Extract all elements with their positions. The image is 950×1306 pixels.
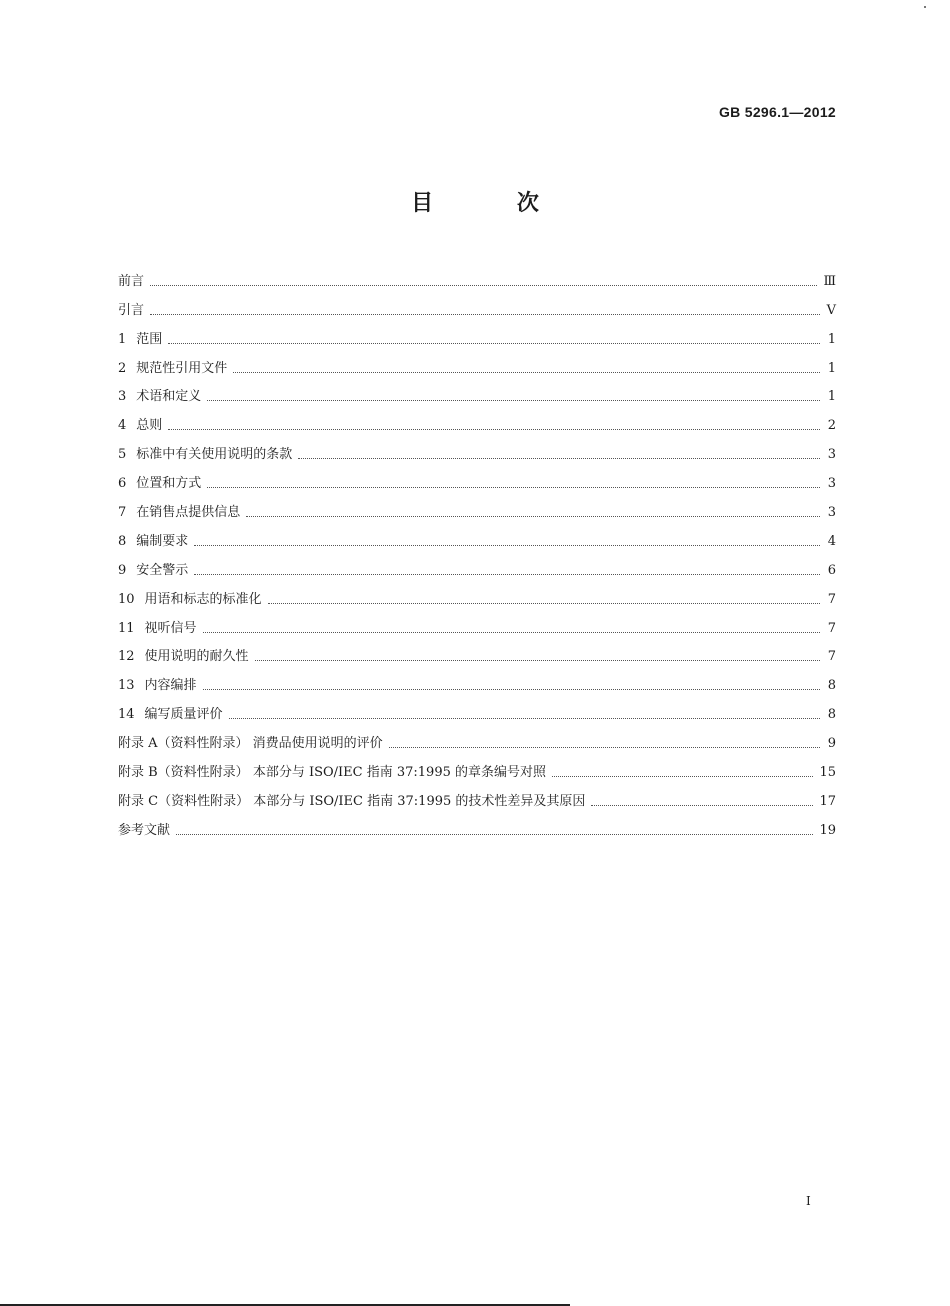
toc-entry-title: 附录 A（资料性附录） 消费品使用说明的评价 [118, 736, 383, 752]
toc-entry-page: 7 [827, 591, 836, 607]
toc-entry-page: 3 [827, 476, 836, 492]
toc-entry-number: 5 [118, 447, 127, 463]
toc-entry-number: 4 [118, 418, 127, 434]
toc-entry-number: 13 [118, 678, 135, 694]
toc-entry[interactable] [118, 492, 836, 521]
toc-entry-page: Ⅲ [823, 273, 836, 289]
toc-entry[interactable] [118, 810, 836, 839]
toc-dot-leader [194, 574, 820, 575]
toc-entry[interactable] [118, 261, 836, 290]
toc-entry-title: 附录 C（资料性附录） 本部分与 ISO/IEC 指南 37:1995 的技术性差异及其原因 [118, 793, 586, 809]
toc-dot-leader [246, 516, 820, 517]
toc-entry-number: 9 [118, 562, 127, 578]
toc-entry-page: 1 [827, 331, 836, 347]
toc-dot-leader [233, 372, 820, 373]
toc-entry-title: 视听信号 [144, 620, 197, 636]
toc-dot-leader [150, 314, 820, 315]
toc-entry[interactable] [118, 521, 836, 550]
toc-entry-title: 安全警示 [136, 562, 189, 578]
toc-entry-page: 1 [827, 360, 836, 376]
toc-entry-page: Ⅴ [826, 302, 836, 318]
table-of-contents [118, 261, 836, 839]
toc-dot-leader [268, 603, 820, 604]
toc-dot-leader [176, 834, 813, 835]
toc-entry-title: 使用说明的耐久性 [144, 649, 249, 665]
toc-entry-page: 7 [827, 620, 836, 636]
toc-dot-leader [168, 429, 820, 430]
toc-entry-title: 编写质量评价 [144, 707, 223, 723]
toc-entry-number: 7 [118, 505, 127, 521]
toc-entry[interactable] [118, 319, 836, 348]
toc-entry[interactable] [118, 290, 836, 319]
toc-entry[interactable] [118, 781, 836, 810]
toc-entry-title: 前言 [118, 273, 145, 289]
toc-dot-leader [298, 458, 820, 459]
toc-entry-page: 9 [827, 736, 836, 752]
toc-dot-leader [150, 285, 817, 286]
toc-dot-leader [229, 718, 820, 719]
toc-entry-number: 8 [118, 533, 127, 549]
toc-entry[interactable] [118, 608, 836, 637]
toc-entry[interactable] [118, 405, 836, 434]
toc-entry-number: 2 [118, 360, 127, 376]
toc-entry-page: 8 [827, 707, 836, 723]
toc-entry-page: 3 [827, 447, 836, 463]
toc-entry[interactable] [118, 723, 836, 752]
toc-entry-title: 参考文献 [118, 822, 171, 838]
toc-dot-leader [389, 747, 820, 748]
toc-dot-leader [255, 660, 820, 661]
toc-entry-number: 3 [118, 389, 127, 405]
toc-entry[interactable] [118, 348, 836, 377]
toc-entry[interactable] [118, 579, 836, 608]
toc-entry[interactable] [118, 752, 836, 781]
toc-dot-leader [168, 343, 820, 344]
toc-entry-number: 6 [118, 476, 127, 492]
scan-corner-mark [924, 6, 926, 8]
toc-entry-page: 6 [827, 562, 836, 578]
toc-entry-title: 位置和方式 [136, 476, 202, 492]
toc-entry-title: 编制要求 [136, 533, 189, 549]
toc-entry-title: 标准中有关使用说明的条款 [136, 447, 293, 463]
toc-dot-leader [203, 689, 820, 690]
toc-entry[interactable] [118, 665, 836, 694]
toc-entry-page: 15 [819, 765, 836, 781]
toc-dot-leader [207, 400, 820, 401]
toc-entry-title: 规范性引用文件 [136, 360, 228, 376]
toc-entry-page: 2 [827, 418, 836, 434]
toc-entry[interactable] [118, 637, 836, 666]
toc-entry-page: 19 [819, 822, 836, 838]
toc-entry[interactable] [118, 694, 836, 723]
toc-dot-leader [591, 805, 813, 806]
toc-entry-number: 11 [118, 620, 135, 636]
toc-entry-page: 8 [827, 678, 836, 694]
toc-dot-leader [194, 545, 820, 546]
toc-entry-title: 引言 [118, 302, 145, 318]
toc-entry-title: 在销售点提供信息 [136, 505, 241, 521]
toc-entry-page: 4 [827, 533, 836, 549]
toc-entry-title: 术语和定义 [136, 389, 202, 405]
toc-dot-leader [552, 776, 813, 777]
toc-entry[interactable] [118, 434, 836, 463]
toc-entry[interactable] [118, 463, 836, 492]
toc-entry-title: 内容编排 [144, 678, 197, 694]
toc-entry[interactable] [118, 377, 836, 406]
toc-entry[interactable] [118, 550, 836, 579]
toc-dot-leader [207, 487, 820, 488]
toc-entry-page: 1 [827, 389, 836, 405]
toc-entry-page: 17 [819, 793, 836, 809]
toc-entry-number: 12 [118, 649, 135, 665]
toc-entry-title: 用语和标志的标准化 [144, 591, 262, 607]
toc-entry-title: 总则 [136, 418, 163, 434]
toc-entry-page: 7 [827, 649, 836, 665]
page-title: 目 次 [411, 191, 577, 216]
toc-entry-number: 14 [118, 707, 135, 723]
toc-entry-number: 10 [118, 591, 135, 607]
page-number: I [806, 1194, 811, 1208]
toc-entry-page: 3 [827, 505, 836, 521]
toc-entry-title: 附录 B（资料性附录） 本部分与 ISO/IEC 指南 37:1995 的章条编号对照 [118, 765, 547, 781]
toc-entry-number: 1 [118, 331, 127, 347]
toc-dot-leader [203, 632, 820, 633]
toc-entry-title: 范围 [136, 331, 163, 347]
standard-code: GB 5296.1—2012 [718, 104, 836, 120]
